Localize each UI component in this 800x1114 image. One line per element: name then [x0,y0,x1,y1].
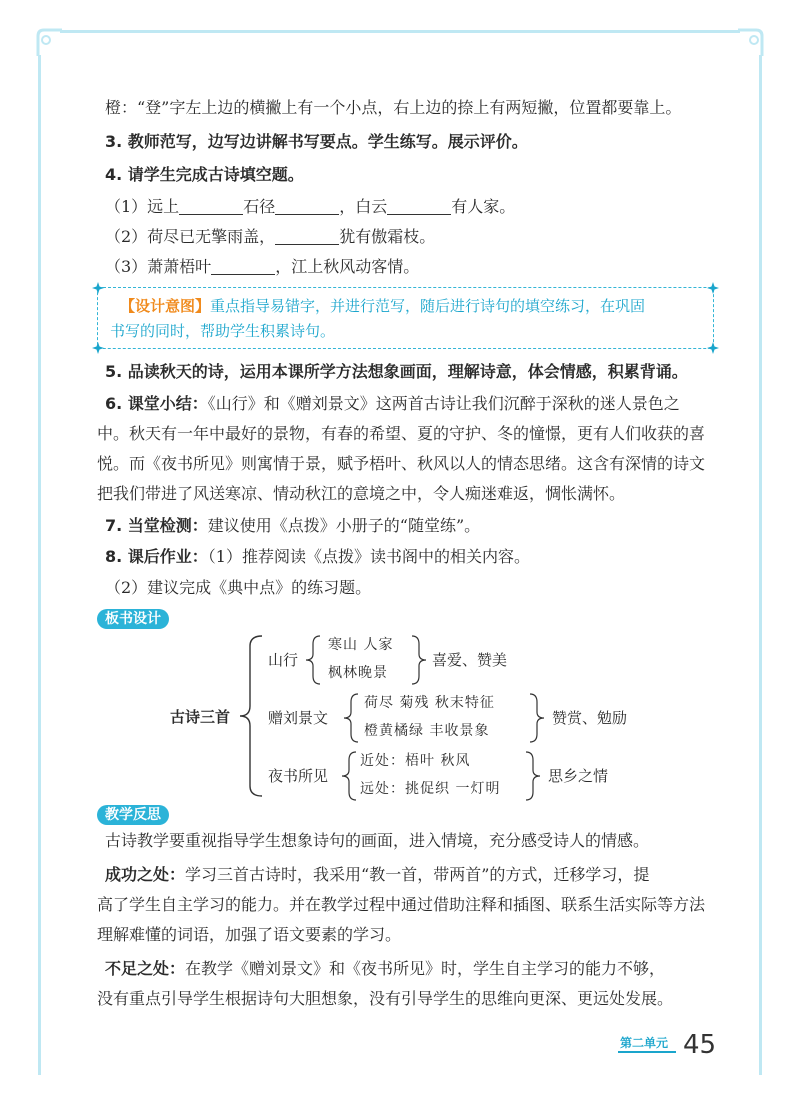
poem-1-feeling: 喜爱、赞美 [432,651,508,669]
step-4: 4. 请学生完成古诗填空题。 [105,165,304,184]
success-line-3: 理解难懂的词语，加强了语文要素的学习。 [97,925,402,944]
poem-2-line-2: 橙黄橘绿 丰收景象 [364,723,490,739]
star-icon [92,282,104,294]
design-intent-line-2: 书写的同时，帮助学生积累诗句。 [110,322,336,340]
stroke-note: 橙：“登”字左上边的横撇上有一个小点，右上边的捺上有两短撇，位置都要靠上。 [105,98,682,117]
star-icon [92,342,104,354]
q1-part-d: 有人家。 [451,197,516,216]
design-intent-text-1: 重点指导易错字，并进行范写，随后进行诗句的填空练习，在巩固 [210,297,646,315]
poem-2-line-1: 荷尽 菊残 秋末特征 [364,695,495,711]
poem-1-line-1: 寒山 人家 [328,637,394,653]
poem-name-1: 山行 [268,651,299,669]
design-intent-label: 【设计意图】 [120,297,211,315]
q3-part-b: ，江上秋风动客情。 [275,257,420,276]
summary-label: 6. 课堂小结： [105,394,208,413]
page-number: 45 [683,1030,717,1060]
design-intent-line-1 [120,296,645,316]
step-5: 5. 品读秋天的诗，运用本课所学方法想象画面，理解诗意，体会情感，积累背诵。 [105,362,688,381]
step-8-label: 8. 课后作业： [105,547,208,566]
poem-3-line-2: 远处：挑促织 一灯明 [360,781,501,797]
unit-underline [618,1051,676,1053]
frame-right-line [759,55,762,1075]
frame-corner-top-right-icon [736,22,772,58]
success-line-2: 高了学生自主学习的能力。并在教学过程中通过借助注释和插图、联系生活实际等方法 [97,895,706,914]
poem-name-3: 夜书所见 [268,767,329,785]
star-icon [707,282,719,294]
frame-top-line [60,30,740,33]
star-icon [707,342,719,354]
summary-text-1: 《山行》和《赠刘景文》这两首古诗让我们沉醉于深秋的迷人景色之 [207,394,680,413]
step-8-item-2: （2）建议完成《典中点》的练习题。 [105,578,372,597]
frame-left-line [38,55,41,1075]
q1-part-b: 石径 [243,197,276,216]
teaching-reflection-tag: 教学反思 [97,805,169,825]
q3-part-a: （3）萧萧梧叶 [105,257,212,276]
step-7-text: 建议使用《点拨》小册子的“随堂练”。 [207,516,481,535]
step-7-label: 7. 当堂检测： [105,516,208,535]
frame-corner-top-left-icon [28,22,64,58]
poem-1-line-2: 枫林晚景 [328,665,388,681]
success-text-1: 学习三首古诗时，我采用“教一首，带两首”的方式，迁移学习，提 [185,865,650,884]
fill-question-3 [105,257,419,277]
poem-3-feeling: 思乡之情 [548,767,609,785]
q1-part-a: （1）远上 [105,197,180,216]
reflection-intro: 古诗教学要重视指导学生想象诗句的画面，进入情境，充分感受诗人的情感。 [105,831,650,850]
design-intent-box [97,287,714,349]
q3-blank-1[interactable] [211,258,275,275]
shortcoming-text-1: 在教学《赠刘景文》和《夜书所见》时，学生自主学习的能力不够， [185,959,666,978]
summary-line-4: 把我们带进了风送寒凉、情动秋江的意境之中，令人痴迷难返，惆怅满怀。 [97,484,626,503]
board-design-tag: 板书设计 [97,609,169,629]
q1-blank-1[interactable] [179,198,243,215]
board-root-title: 古诗三首 [170,708,231,726]
q1-part-c: ，白云 [339,197,388,216]
fill-question-2 [105,227,435,247]
summary-line-2: 中。秋天有一年中最好的景物，有春的希望、夏的守护、冬的憧憬，更有人们收获的喜 [97,424,706,443]
poem-2-feeling: 赞赏、勉励 [552,709,628,727]
shortcoming-line-1 [105,959,665,979]
fill-question-1 [105,197,515,217]
shortcoming-line-2: 没有重点引导学生根据诗句大胆想象，没有引导学生的思维向更深、更远处发展。 [97,989,674,1008]
q2-part-b: 犹有傲霜枝。 [339,227,436,246]
step-3: 3. 教师范写，边写边讲解书写要点。学生练写。展示评价。 [105,132,528,151]
step-8 [105,547,530,567]
q1-blank-2[interactable] [275,198,339,215]
success-line-1 [105,865,649,885]
unit-label: 第二单元 [620,1036,669,1050]
shortcoming-label: 不足之处： [105,959,186,978]
q2-blank-1[interactable] [275,228,339,245]
summary-line-1 [105,394,680,414]
step-7 [105,516,480,536]
q1-blank-3[interactable] [387,198,451,215]
step-8-text: （1）推荐阅读《点拨》读书阁中的相关内容。 [207,547,530,566]
summary-line-3: 悦。而《夜书所见》则寓情于景，赋予梧叶、秋风以人的情态思绪。这含有深情的诗文 [97,454,706,473]
success-label: 成功之处： [105,865,186,884]
q2-part-a: （2）荷尽已无擎雨盖， [105,227,276,246]
poem-3-line-1: 近处：梧叶 秋风 [360,753,471,769]
poem-name-2: 赠刘景文 [268,709,329,727]
